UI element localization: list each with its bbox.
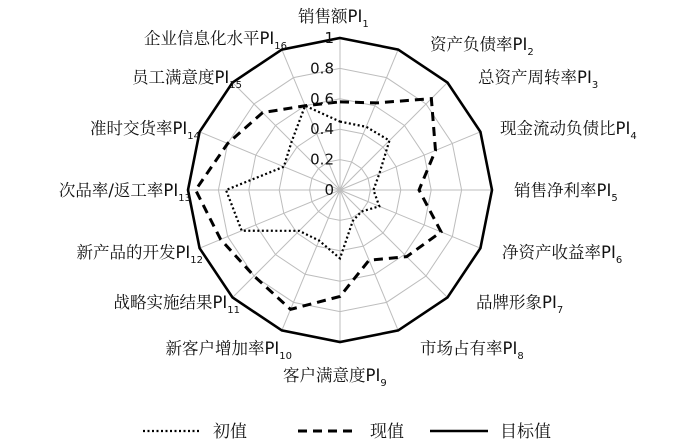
axis-label-pi4: 现金流动负债比$PI_4$ xyxy=(500,119,637,142)
axis-label-pi16: 企业信息化水平$PI_{16}$ xyxy=(143,29,287,52)
tick-label: 0.4 xyxy=(310,120,334,139)
axis-label-pi13: 次品率/返工率$PI_{13}$ xyxy=(58,181,191,204)
axis-spoke-7 xyxy=(340,190,447,297)
axis-label-pi6: 净资产收益率$PI_6$ xyxy=(502,243,623,266)
tick-label: 0.2 xyxy=(310,150,334,169)
tick-label: 0.6 xyxy=(310,89,334,108)
axis-label-pi7: 品牌形象$PI_7$ xyxy=(476,293,564,316)
legend-label-dashed: 现值 xyxy=(370,422,404,442)
axis-label-pi3: 总资产周转率$PI_3$ xyxy=(478,68,599,91)
legend-label-solid: 目标值 xyxy=(500,422,551,442)
axis-label-pi9: 客户满意度$PI_9$ xyxy=(283,366,387,389)
axis-label-pi1: 销售额$PI_1$ xyxy=(298,7,369,30)
axis-label-pi14: 准时交货率$PI_{14}$ xyxy=(89,119,200,142)
tick-label: 0.8 xyxy=(310,59,334,78)
axis-label-pi2: 资产负债率$PI_2$ xyxy=(430,35,534,58)
tick-label: 1 xyxy=(324,29,334,47)
tick-label: 0 xyxy=(324,181,334,199)
legend-label-dotted: 初值 xyxy=(213,422,247,442)
axis-label-pi10: 新客户增加率$PI_{10}$ xyxy=(165,339,292,362)
axis-label-pi12: 新产品的开发$PI_{12}$ xyxy=(76,243,203,266)
axis-label-pi11: 战略实施结果$PI_{11}$ xyxy=(113,293,240,316)
legend xyxy=(143,422,551,442)
axis-label-pi5: 销售净利率$PI_5$ xyxy=(514,181,618,204)
axis-label-pi8: 市场占有率$PI_8$ xyxy=(420,339,524,362)
axis-label-pi15: 员工满意度$PI_{15}$ xyxy=(131,68,242,91)
axis-spoke-11 xyxy=(233,190,340,297)
